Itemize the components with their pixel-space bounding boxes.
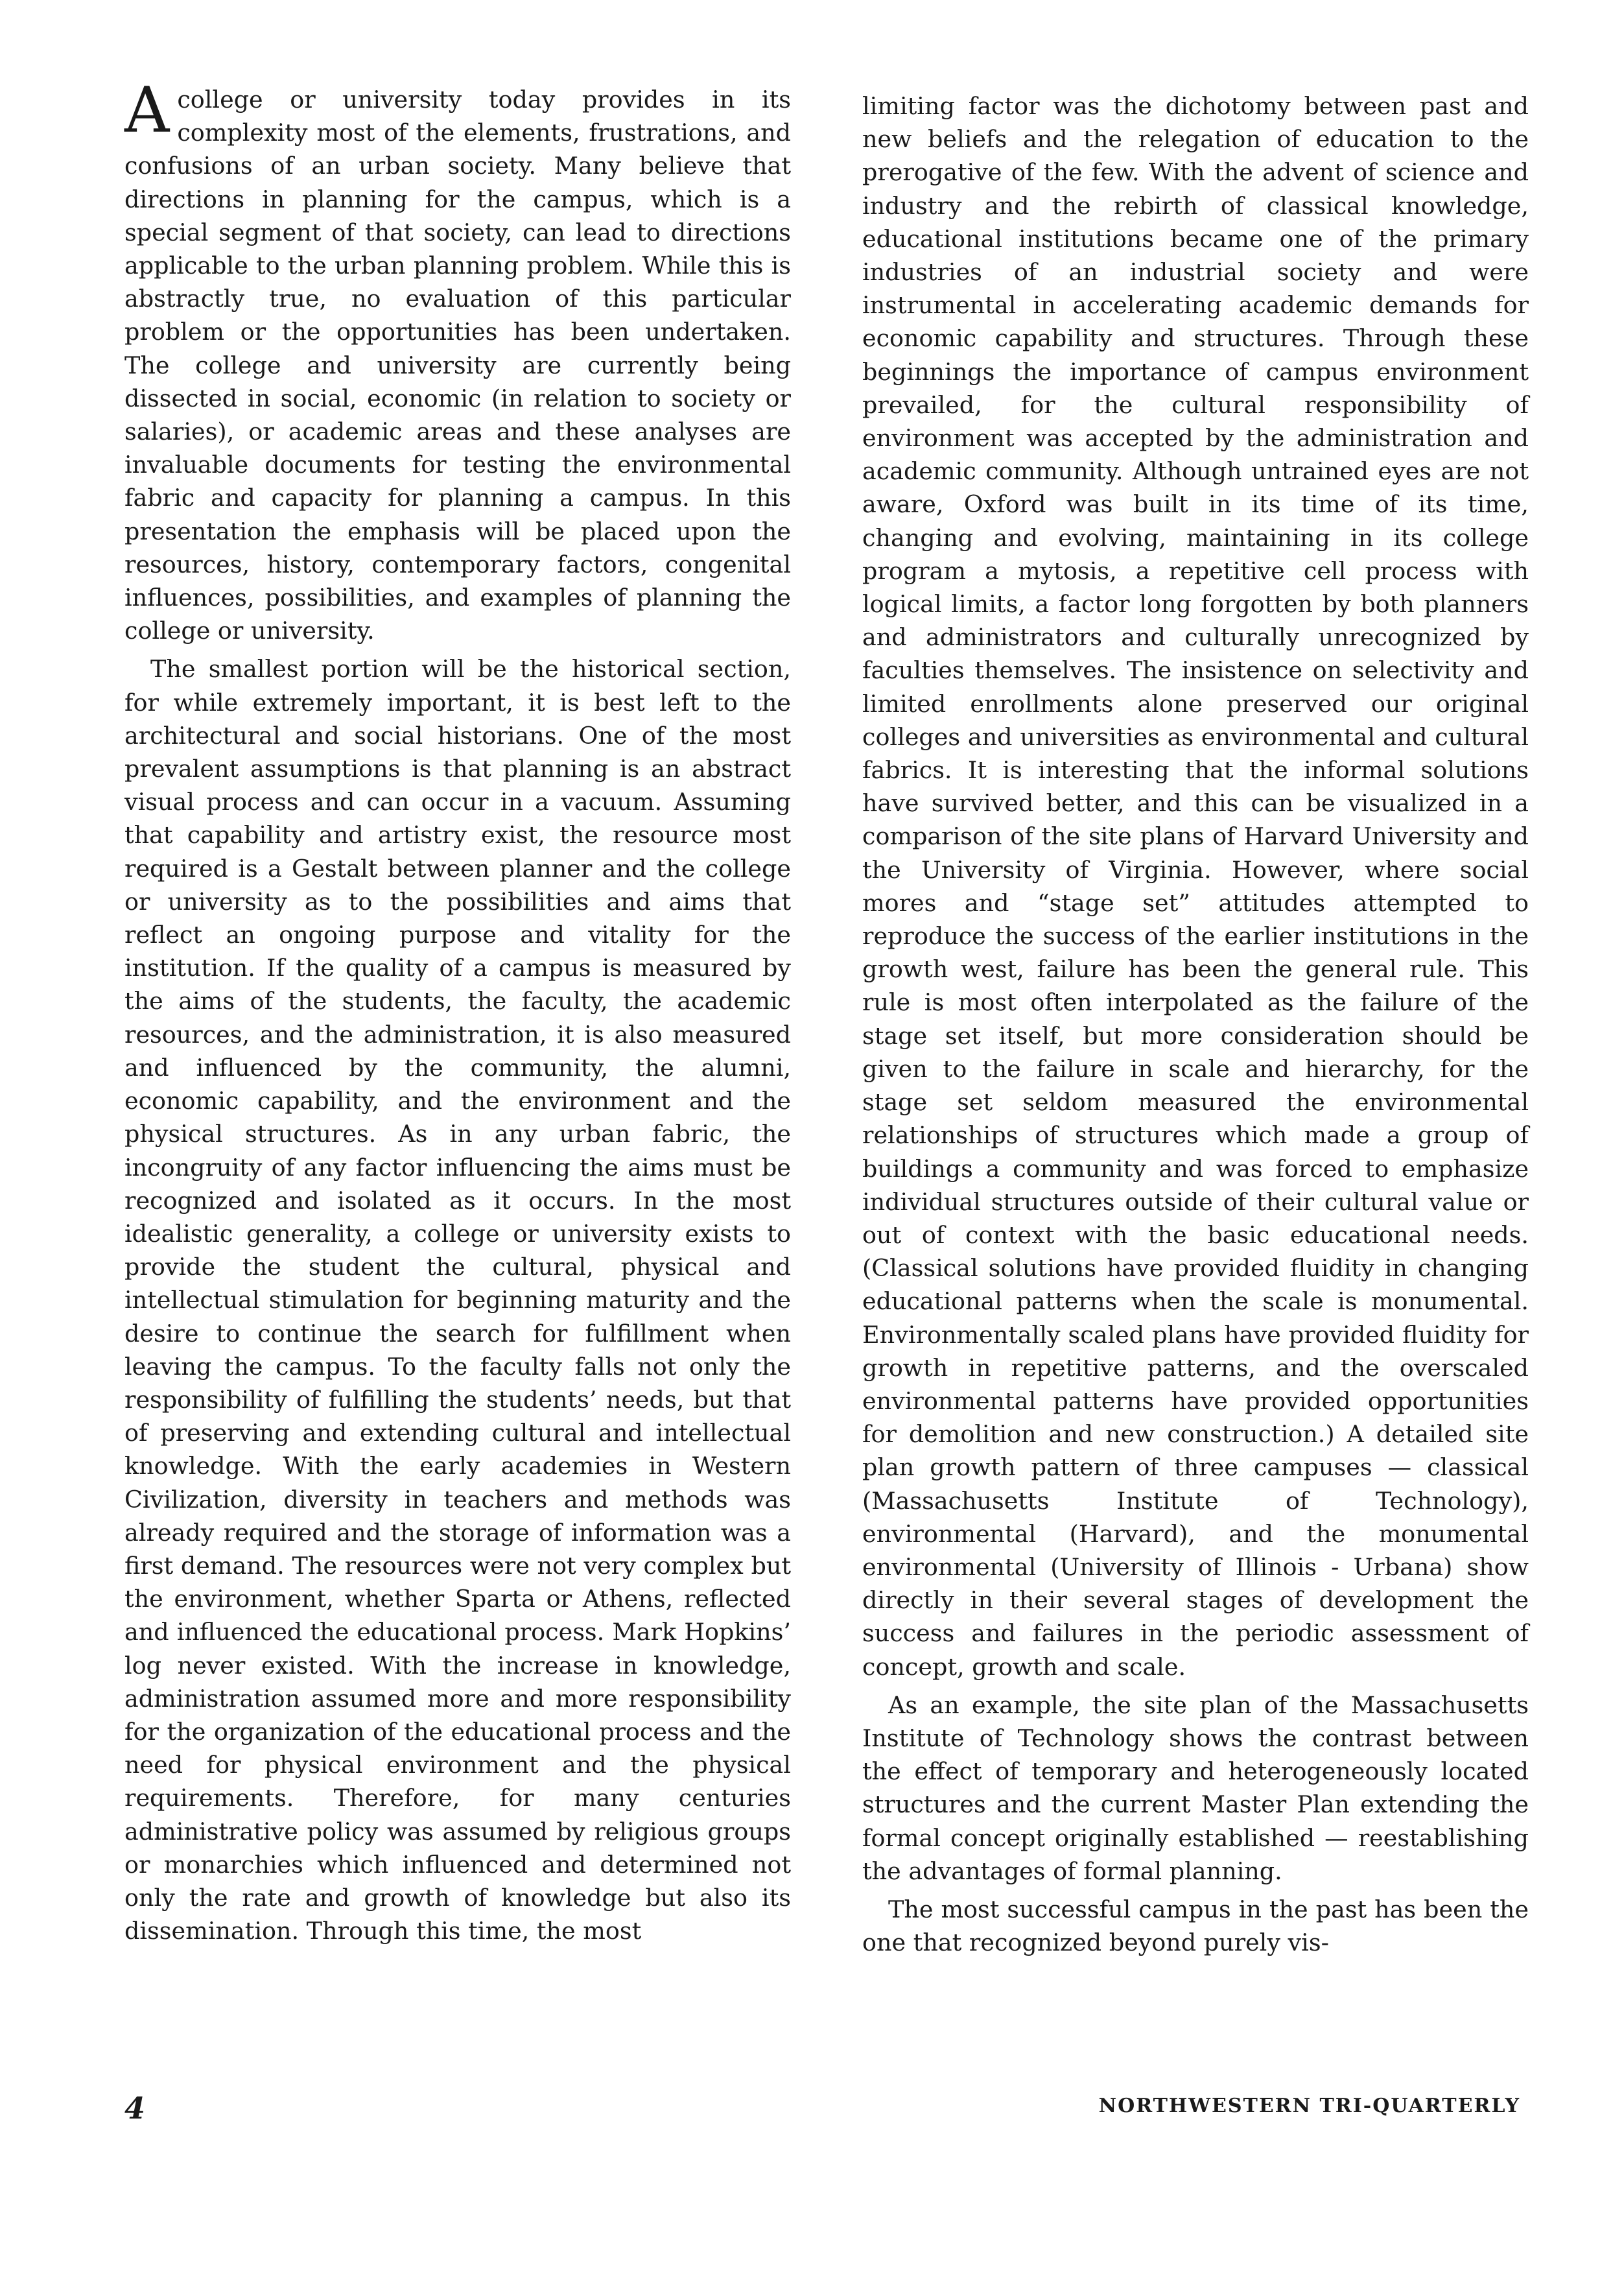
page-number: 4 bbox=[124, 2091, 146, 2126]
left-column bbox=[124, 74, 791, 1947]
drop-cap: A bbox=[124, 74, 170, 147]
body-paragraph: The smallest portion will be the historical section, for while extremely important, it is best left to the architectural and social historians. One of the most prevalent assumptions is that planning is an abstract visual process and can occur in a vacuum. Assuming that capability and artistry exist, the resource most required is a Gestalt between planner and the college or university as to the possibilities and aims that reflect an ongoing purpose and vitality for the institution. If the quality of a campus is measured by the aims of the students, the faculty, the academic resources, and the administration, it is also measured and influenced by the community, the alumni, economic capability, and the environment and the physical structures. As in any urban fabric, the incongruity of any factor influencing the aims must be recognized and isolated as it occurs. In the most idealistic generality, a college or university exists to provide the student the cultural, physical and intellectual stimulation for beginning maturity and the desire to continue the search for fulfillment when leaving the campus. To the faculty falls not only the responsibility of fulfilling the students’ needs, but that of preserving and extending cultural and intellectual knowledge. With the early academies in Western Civilization, diversity in teachers and methods was already required and the storage of information was a first demand. The resources were not very complex but the environment, whether Sparta or Athens, reflected and influenced the educational process. Mark Hopkins’ log never existed. With the increase in knowledge, administration assumed more and more responsibility for the organization of the educational process and the need for physical environment and the physical requirements. Therefore, for many centuries administrative policy was assumed by religious groups or monarchies which influenced and determined not only the rate and growth of knowledge but also its dissemination. Through this time, the most bbox=[124, 655, 791, 1945]
body-paragraph: The most successful campus in the past has been the one that recognized beyond purely vis- bbox=[862, 1895, 1529, 1957]
continued-paragraph: limiting factor was the dichotomy between past and new beliefs and the relegation of education to the prerogative of the few. With the advent of science and industry and the rebirth of classical knowledge, educational institutions became one of the primary industries of an industrial society and were instrumental in accelerating academic demands for economic capability and structures. Through these beginnings the importance of campus environment prevailed, for the cultural responsibility of environment was accepted by the administration and academic community. Although untrained eyes are not aware, Oxford was built in its time of its time, changing and evolving, maintaining in its college program a mytosis, a repetitive cell process with logical limits, a factor long forgotten by both planners and administrators and culturally unrecognized by faculties themselves. The insistence on selectivity and limited enrollments alone preserved our original colleges and universities as environmental and cultural fabrics. It is interesting that the informal solutions have survived better, and this can be visualized in a comparison of the site plans of Harvard University and the University of Virginia. However, where social mores and “stage set” attitudes attempted to reproduce the success of the earlier institutions in the growth west, failure has been the general rule. This rule is most often interpolated as the failure of the stage set itself, but more consideration should be given to the failure in scale and hierarchy, for the stage set seldom measured the environmental relationships of structures which made a group of buildings a community and was forced to emphasize individual structures outside of their cultural value or out of context with the basic educational needs. (Classical solutions have provided fluidity in changing educational patterns when the scale is monumental. Environmentally scaled plans have provided fluidity for growth in repetitive patterns, and the overscaled environmental patterns have provided opportunities for demolition and new construction.) A detailed site plan growth pattern of three campuses — classical (Massachusetts Institute of Technology), environmental (Harvard), and the monumental environmental (University of Illinois - Urbana) show directly in their several stages of development the success and failures in the periodic assessment of concept, growth and scale. bbox=[862, 92, 1529, 1681]
opening-paragraph-text: college or university today provides in its complexity most of the elements, frustrations, and confusions of an urban society. Many believe that directions in planning for the campus, which is a special segment of that society, can lead to directions applicable to the urban planning problem. While this is abstractly true, no evaluation of this particular problem or the opportunities has been undertaken. The college and university are currently being dissected in social, economic (in relation to society or salaries), or academic areas and these analyses are invaluable documents for testing the environmental fabric and capacity for planning a campus. In this presentation the emphasis will be placed upon the resources, history, contemporary factors, congenital influences, possibilities, and examples of planning the college or university. bbox=[124, 86, 791, 645]
opening-paragraph bbox=[124, 74, 791, 647]
running-footer-title: NORTHWESTERN TRI-QUARTERLY bbox=[1098, 2095, 1520, 2117]
right-column bbox=[862, 89, 1529, 1959]
body-paragraph: As an example, the site plan of the Massachusetts Institute of Technology shows the contrast between the effect of temporary and heterogeneously located structures and the current Master Plan extending the formal concept originally established — reestablishing the advantages of formal planning. bbox=[862, 1691, 1529, 1885]
